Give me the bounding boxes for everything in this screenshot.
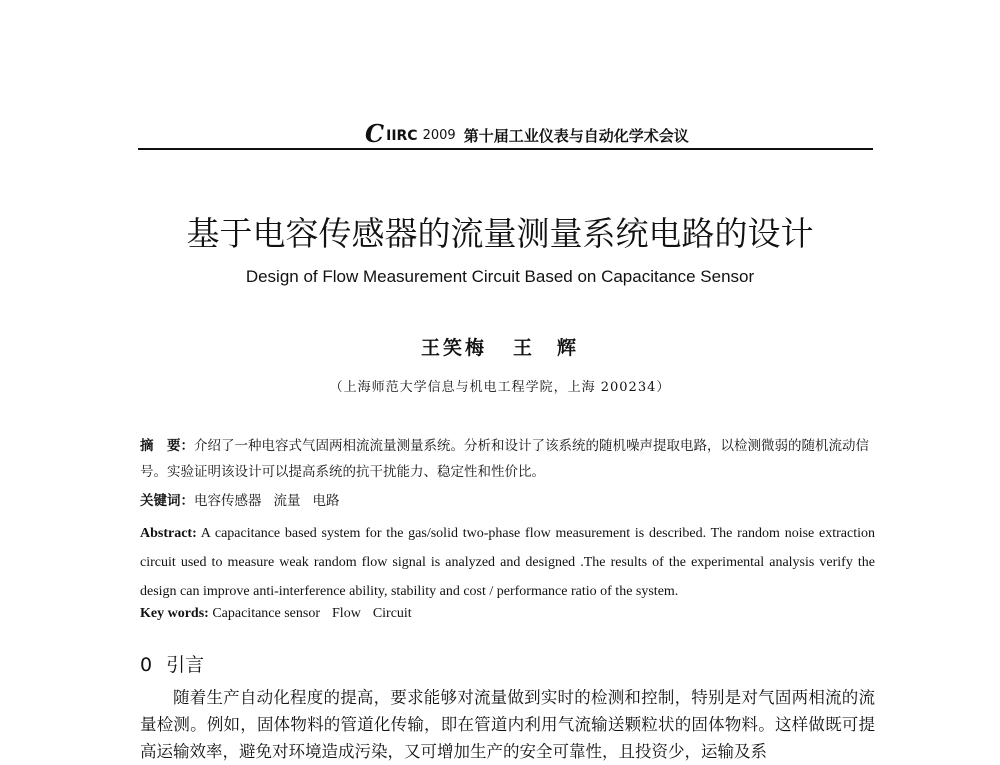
section-heading — [140, 652, 204, 678]
keywords-en-label: Key words: — [140, 606, 209, 621]
keyword-zh: 电路 — [312, 493, 340, 509]
body-paragraph: 随着生产自动化程度的提高，要求能够对流量做到实时的检测和控制，特别是对气固两相流的流量检测。例如，固体物料的管道化传输，即在管道内利用气流输送颗粒状的固体物料。这样做既可提高运输效率，避免对环境造成污染，又可增加生产的安全可靠性，且投资少，运输及系 — [140, 688, 875, 761]
keywords-en — [140, 603, 875, 625]
author-2: 王 辉 — [513, 337, 580, 359]
abstract-zh-label: 摘 要： — [140, 438, 194, 454]
keyword-en: Circuit — [372, 606, 412, 621]
conference-header — [365, 119, 705, 148]
logo-mark: C — [365, 119, 385, 148]
abstract-en-label: Abstract: — [140, 526, 197, 541]
logo-text: IIRC — [386, 128, 418, 144]
paper-title-zh: 基于电容传感器的流量测量系统电路的设计 — [186, 214, 814, 253]
section-number: 0 — [140, 654, 153, 676]
affiliation: （上海师范大学信息与机电工程学院，上海 200234） — [329, 380, 671, 395]
keyword-en: Flow — [332, 606, 361, 621]
abstract-zh-text: 介绍了一种电容式气固两相流流量测量系统。分析和设计了该系统的随机噪声提取电路，以检测微弱的随机流动信号。实验证明该设计可以提高系统的抗干扰能力、稳定性和性价比。 — [140, 438, 869, 480]
keyword-en: Capacitance sensor — [212, 606, 321, 621]
keywords-zh-label: 关键词： — [140, 493, 194, 509]
keyword-zh: 电容传感器 — [194, 493, 262, 509]
authors — [0, 335, 1000, 361]
conference-year: 2009 — [422, 128, 456, 143]
header-rule — [138, 148, 873, 150]
abstract-zh — [140, 433, 875, 485]
section-title: 引言 — [166, 654, 205, 676]
abstract-en-text: A capacitance based system for the gas/solid two-phase flow measurement is described. The random noise extraction circuit used to measure weak random flow signal is analyzed and designed .The results of the experimental analysis verify the design can improve anti-interference ability, stability and cost / performance ratio of the system. — [140, 526, 875, 599]
keywords-zh — [140, 490, 875, 512]
paper-title-en: Design of Flow Measurement Circuit Based on Capacitance Sensor — [245, 267, 755, 286]
conference-name: 第十届工业仪表与自动化学术会议 — [463, 127, 689, 145]
conference-logo — [365, 119, 456, 148]
keyword-zh: 流量 — [273, 493, 301, 509]
abstract-en — [140, 519, 875, 606]
author-1: 王笑梅 — [420, 337, 487, 359]
